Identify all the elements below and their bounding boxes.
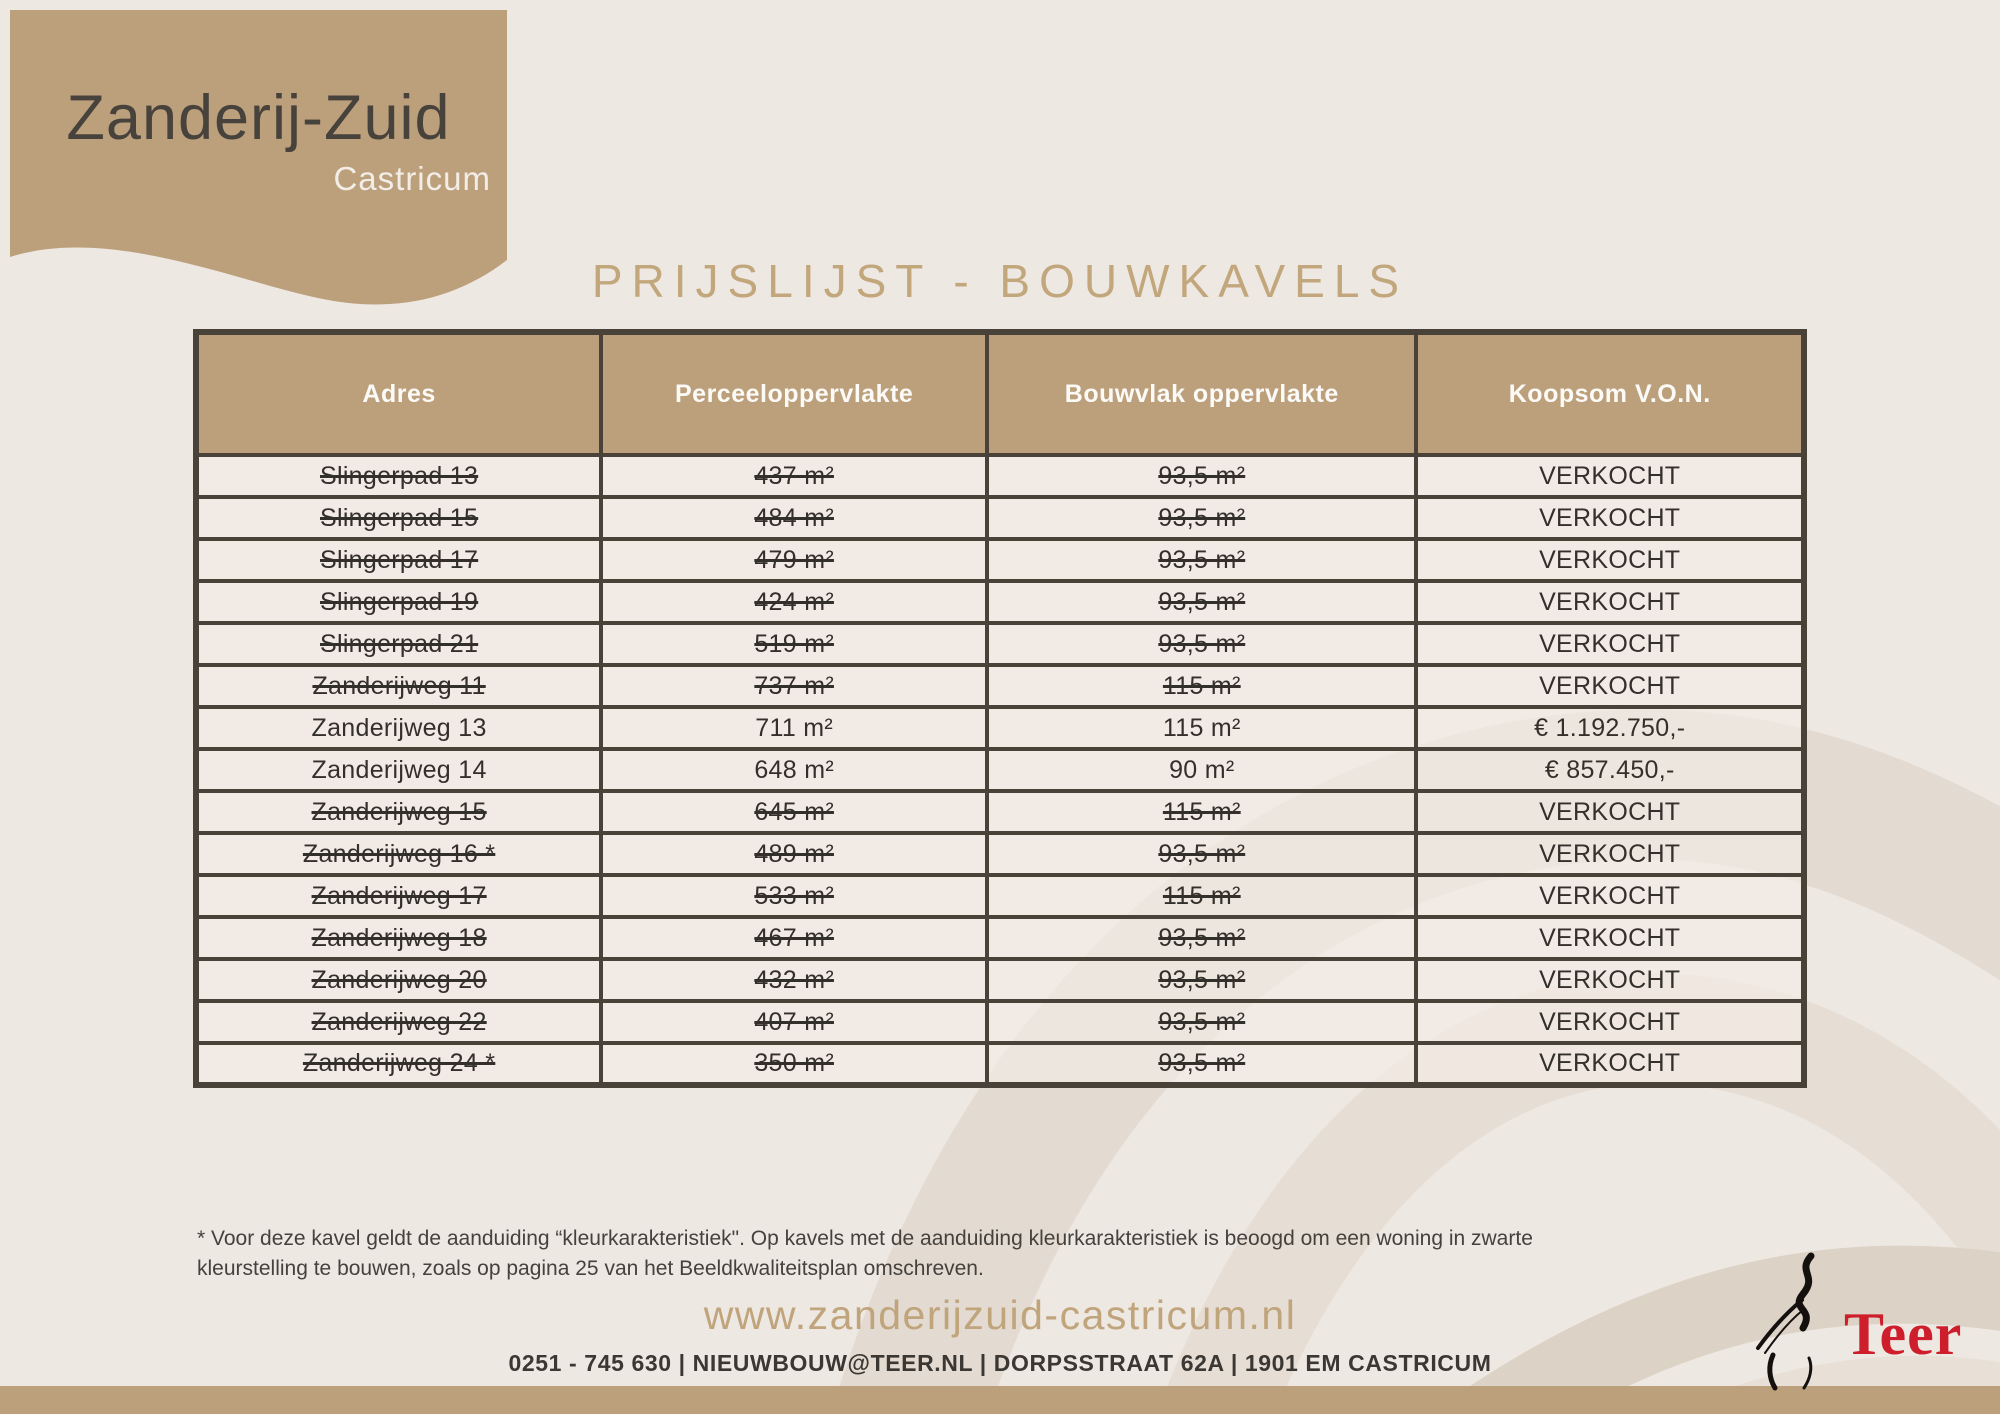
cell-koopsom: VERKOCHT [1416, 875, 1804, 917]
cell-perceeloppervlakte: 533 m² [601, 875, 987, 917]
table-row [196, 791, 1804, 833]
cell-bouwvlak-oppervlakte: 93,5 m² [987, 581, 1416, 623]
cell-adres: Slingerpad 19 [196, 581, 601, 623]
cell-adres: Slingerpad 21 [196, 623, 601, 665]
cell-koopsom: VERKOCHT [1416, 833, 1804, 875]
table-row [196, 959, 1804, 1001]
table-row [196, 833, 1804, 875]
cell-adres: Zanderijweg 24 * [196, 1043, 601, 1085]
cell-bouwvlak-oppervlakte: 90 m² [987, 749, 1416, 791]
teer-logo [1748, 1252, 1988, 1392]
contact-info: 0251 - 745 630 | NIEUWBOUW@TEER.NL | DORPSSTRAAT 62A | 1901 EM CASTRICUM [508, 1350, 1492, 1376]
cell-adres: Zanderijweg 15 [196, 791, 601, 833]
cell-perceeloppervlakte: 479 m² [601, 539, 987, 581]
table-row [196, 749, 1804, 791]
teer-brush-figure-icon [1748, 1252, 1844, 1392]
footnote-line-2: kleurstelling te bouwen, zoals op pagina 25 van het Beeldkwaliteitsplan omschreven. [197, 1257, 984, 1281]
table-row [196, 707, 1804, 749]
cell-koopsom: VERKOCHT [1416, 1043, 1804, 1085]
cell-perceeloppervlakte: 437 m² [601, 455, 987, 497]
cell-bouwvlak-oppervlakte: 93,5 m² [987, 833, 1416, 875]
cell-koopsom: € 857.450,- [1416, 749, 1804, 791]
cell-adres: Zanderijweg 14 [196, 749, 601, 791]
cell-perceeloppervlakte: 711 m² [601, 707, 987, 749]
cell-bouwvlak-oppervlakte: 115 m² [987, 875, 1416, 917]
price-table [193, 329, 1807, 1088]
cell-bouwvlak-oppervlakte: 93,5 m² [987, 539, 1416, 581]
cell-koopsom: VERKOCHT [1416, 455, 1804, 497]
page-title: PRIJSLIJST - BOUWKAVELS [591, 255, 1409, 307]
cell-perceeloppervlakte: 648 m² [601, 749, 987, 791]
table-row [196, 623, 1804, 665]
table-row [196, 917, 1804, 959]
cell-perceeloppervlakte: 407 m² [601, 1001, 987, 1043]
cell-koopsom: VERKOCHT [1416, 623, 1804, 665]
cell-adres: Slingerpad 13 [196, 455, 601, 497]
cell-adres: Zanderijweg 18 [196, 917, 601, 959]
cell-bouwvlak-oppervlakte: 115 m² [987, 707, 1416, 749]
cell-koopsom: VERKOCHT [1416, 581, 1804, 623]
cell-koopsom: € 1.192.750,- [1416, 707, 1804, 749]
table-header-row [196, 332, 1804, 455]
cell-koopsom: VERKOCHT [1416, 917, 1804, 959]
cell-perceeloppervlakte: 424 m² [601, 581, 987, 623]
column-header-adres: Adres [196, 332, 601, 455]
logo-title: Zanderij-Zuid [66, 83, 451, 153]
cell-adres: Zanderijweg 20 [196, 959, 601, 1001]
column-header-perceeloppervlakte: Perceeloppervlakte [601, 332, 987, 455]
table-row [196, 875, 1804, 917]
cell-koopsom: VERKOCHT [1416, 539, 1804, 581]
table-row [196, 1043, 1804, 1085]
cell-bouwvlak-oppervlakte: 93,5 m² [987, 1001, 1416, 1043]
cell-koopsom: VERKOCHT [1416, 497, 1804, 539]
table-row [196, 1001, 1804, 1043]
table-row [196, 539, 1804, 581]
footnote-line-1: * Voor deze kavel geldt de aanduiding “kleurkarakteristiek". Op kavels met de aanduiding kleurkarakteristiek is beoogd om een woning in zwarte [197, 1227, 1533, 1250]
cell-koopsom: VERKOCHT [1416, 1001, 1804, 1043]
table-row [196, 497, 1804, 539]
cell-bouwvlak-oppervlakte: 115 m² [987, 665, 1416, 707]
cell-perceeloppervlakte: 489 m² [601, 833, 987, 875]
cell-adres: Zanderijweg 11 [196, 665, 601, 707]
cell-bouwvlak-oppervlakte: 115 m² [987, 791, 1416, 833]
footnote [197, 1224, 1727, 1285]
cell-bouwvlak-oppervlakte: 93,5 m² [987, 623, 1416, 665]
cell-adres: Slingerpad 17 [196, 539, 601, 581]
cell-bouwvlak-oppervlakte: 93,5 m² [987, 455, 1416, 497]
cell-koopsom: VERKOCHT [1416, 665, 1804, 707]
cell-bouwvlak-oppervlakte: 93,5 m² [987, 959, 1416, 1001]
teer-logo-text: Teer [1844, 1301, 1963, 1367]
cell-bouwvlak-oppervlakte: 93,5 m² [987, 497, 1416, 539]
cell-koopsom: VERKOCHT [1416, 791, 1804, 833]
bottom-accent-bar [0, 1386, 2000, 1414]
cell-adres: Zanderijweg 16 * [196, 833, 601, 875]
table-row [196, 581, 1804, 623]
cell-bouwvlak-oppervlakte: 93,5 m² [987, 917, 1416, 959]
cell-perceeloppervlakte: 484 m² [601, 497, 987, 539]
website-link: www.zanderijzuid-castricum.nl [703, 1292, 1297, 1338]
cell-perceeloppervlakte: 432 m² [601, 959, 987, 1001]
cell-adres: Slingerpad 15 [196, 497, 601, 539]
cell-perceeloppervlakte: 519 m² [601, 623, 987, 665]
column-header-koopsom: Koopsom V.O.N. [1416, 332, 1804, 455]
cell-bouwvlak-oppervlakte: 93,5 m² [987, 1043, 1416, 1085]
project-logo [10, 10, 507, 315]
logo-subtitle: Castricum [333, 160, 491, 197]
cell-adres: Zanderijweg 22 [196, 1001, 601, 1043]
cell-adres: Zanderijweg 13 [196, 707, 601, 749]
table-row [196, 455, 1804, 497]
table-row [196, 665, 1804, 707]
column-header-bouwvlak-oppervlakte: Bouwvlak oppervlakte [987, 332, 1416, 455]
cell-perceeloppervlakte: 737 m² [601, 665, 987, 707]
cell-adres: Zanderijweg 17 [196, 875, 601, 917]
cell-perceeloppervlakte: 350 m² [601, 1043, 987, 1085]
cell-koopsom: VERKOCHT [1416, 959, 1804, 1001]
cell-perceeloppervlakte: 645 m² [601, 791, 987, 833]
cell-perceeloppervlakte: 467 m² [601, 917, 987, 959]
